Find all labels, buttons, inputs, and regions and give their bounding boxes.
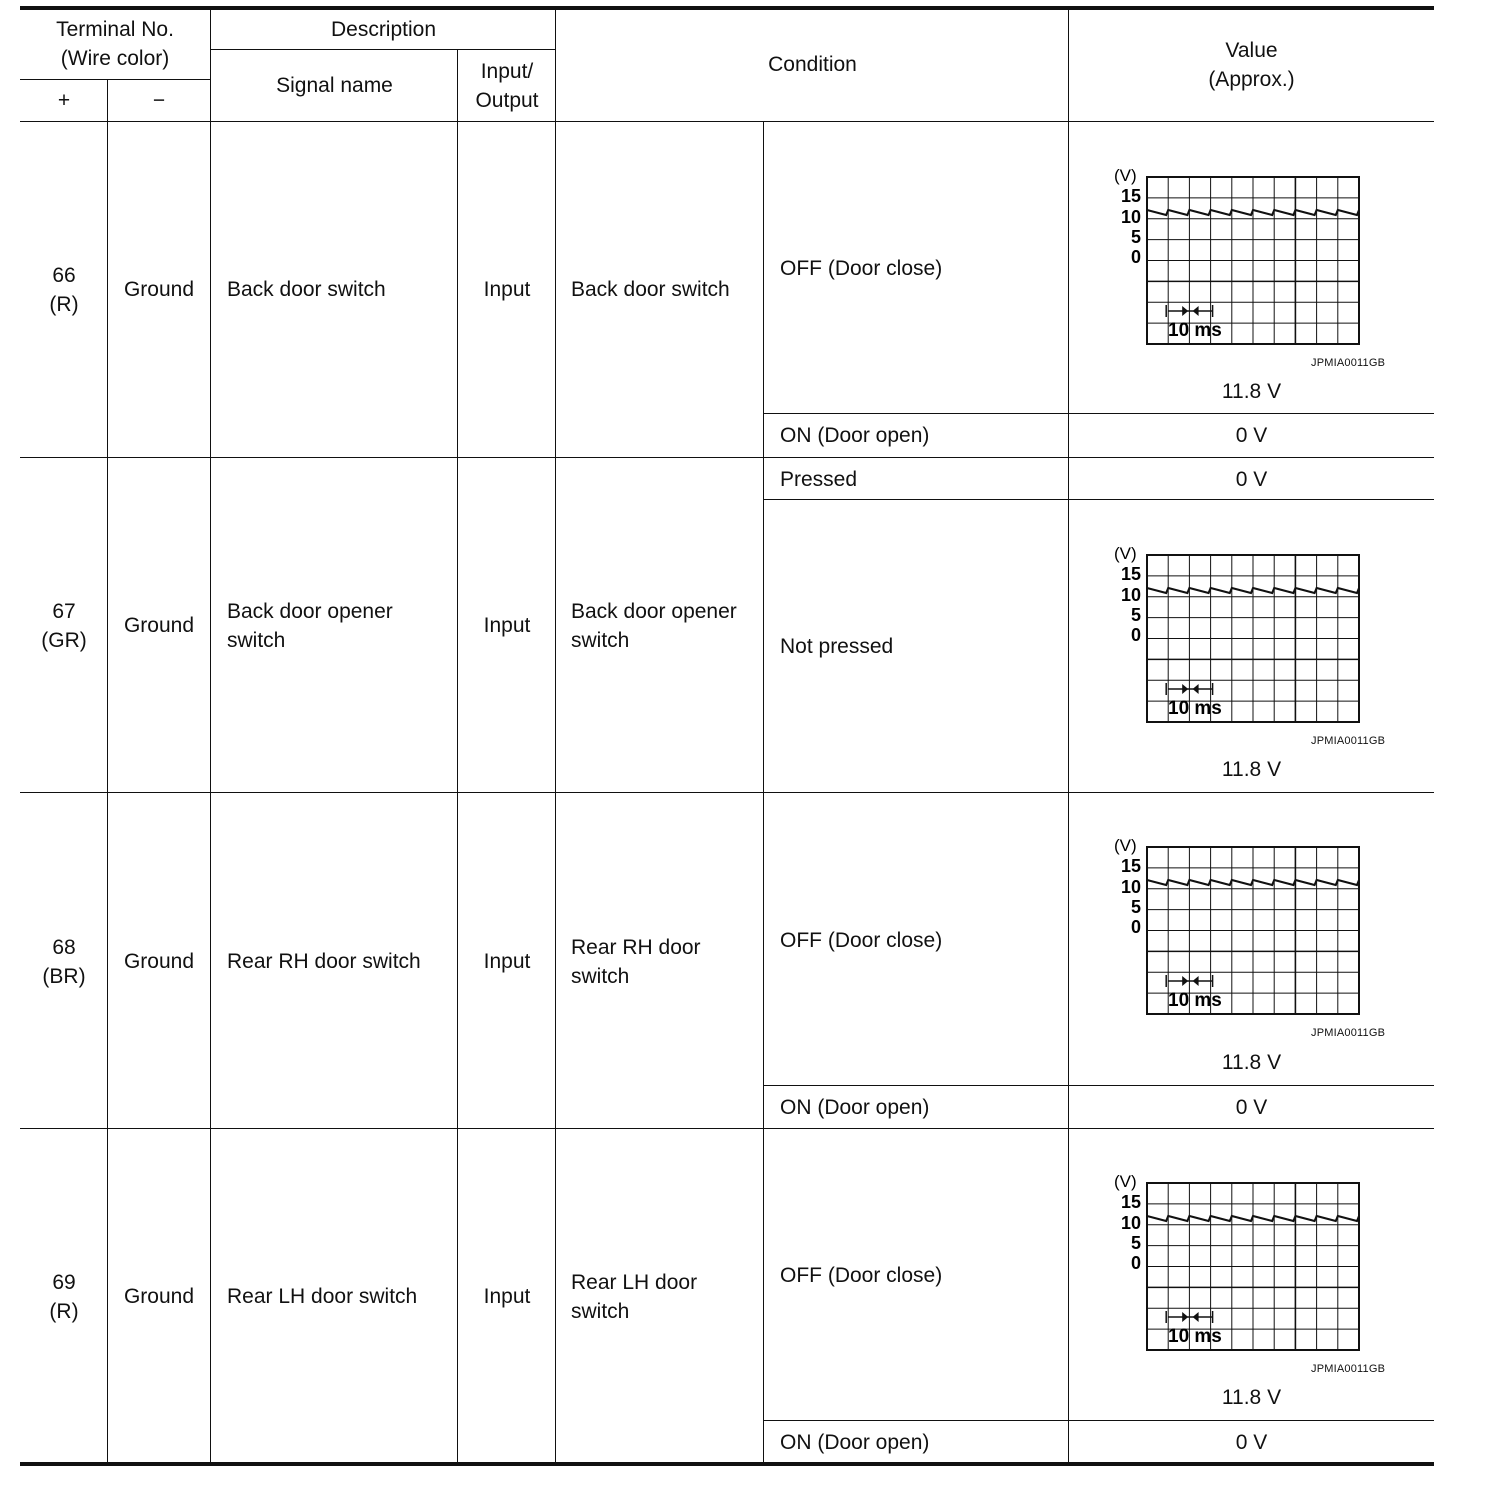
state-label: ON (Door open) [780,1096,930,1119]
row-67-terminal [20,458,108,793]
signal-name: Rear RH door switch [227,950,421,973]
ground-label: Ground [123,1285,195,1308]
state-label: OFF (Door close) [780,256,943,280]
arrow-left-icon [1193,684,1199,694]
row-68-split-rule [764,1085,1434,1086]
row-68-bottom-rule [20,1128,1434,1129]
value-text: 0 V [1235,1096,1268,1119]
header-signal-name-text: Signal name [276,74,393,97]
row-68-ground [108,794,210,1129]
arrow-right-icon [1182,306,1188,316]
row-68-signal [227,794,458,1129]
time-scale-label: 10 ms [1168,1326,1222,1347]
arrow-right-icon [1182,976,1188,986]
ground-label: Ground [123,950,195,973]
row-66-io [458,122,556,457]
y-unit-label: (V) [1114,1172,1137,1191]
row-66-condition-name [571,122,764,457]
waveform-figure-67 [1110,542,1365,732]
row-67-value-1 [1069,458,1434,500]
state-label: OFF (Door close) [780,1264,943,1287]
row-68-value-2 [1069,1086,1434,1129]
row-66-split-rule [764,413,1434,414]
condition-name: Back door opener switch [571,599,737,652]
y-tick-label: 15 [1120,1192,1141,1212]
row-69-state-1 [780,1130,1069,1421]
state-label: ON (Door open) [780,1430,930,1454]
row-69-terminal [20,1130,108,1463]
row-67-io [458,458,556,793]
y-tick-label: 15 [1120,564,1141,584]
waveform-figure-66 [1110,164,1365,354]
row-66-signal [227,122,458,457]
col-rule-terminal [210,8,211,1463]
waveform-figure-69 [1110,1170,1365,1360]
table-top-rule [20,6,1434,10]
header-signal-name [211,50,458,121]
waveform-svg [1110,542,1365,727]
condition-name: Rear LH door switch [571,1270,698,1323]
col-rule-io [555,8,556,1463]
y-tick-label: 15 [1120,856,1141,876]
row-66-value-1 [1069,376,1434,406]
y-tick-label: 5 [1130,1233,1141,1253]
io-type: Input [483,278,531,301]
signal-name: Back door switch [227,278,386,301]
ground-label: Ground [123,614,195,637]
table-bottom-rule [20,1462,1434,1466]
y-unit-label: (V) [1114,836,1137,855]
row-68-state-1 [780,794,1069,1086]
signal-name: Back door opener switch [227,599,393,652]
ground-label: Ground [123,278,195,301]
header-input-output-text: Input/ Output [475,59,539,112]
value-text: 0 V [1235,1430,1268,1454]
col-rule-value [1068,8,1069,1463]
row-67-signal [227,458,458,793]
y-tick-label: 5 [1130,897,1141,917]
row-69-condition-name [571,1130,764,1463]
row-67-value-2 [1069,754,1434,784]
time-scale-label: 10 ms [1168,698,1222,719]
terminal-number: 66 (R) [49,263,79,316]
waveform-svg [1110,1170,1365,1355]
y-tick-label: 10 [1120,585,1141,605]
row-68-value-1 [1069,1047,1434,1077]
row-66-terminal [20,122,108,457]
io-type: Input [483,614,531,637]
y-tick-label: 15 [1120,186,1141,206]
header-bottom-rule [20,121,1434,122]
condition-name: Back door switch [571,278,730,301]
row-66-value-2 [1069,414,1434,457]
header-description [211,8,556,50]
header-condition [556,8,1069,121]
y-tick-label: 0 [1130,625,1141,645]
header-minus-text: − [152,89,166,112]
row-67-state-2 [780,500,1069,793]
state-label: Pressed [780,467,858,491]
header-value [1069,8,1434,121]
row-69-value-1 [1069,1382,1434,1412]
y-unit-label: (V) [1114,544,1137,563]
row-68-condition-name [571,794,764,1129]
value-text: 0 V [1235,467,1268,491]
io-type: Input [483,950,531,973]
state-label: Not pressed [780,635,894,658]
y-tick-label: 0 [1130,917,1141,937]
row-68-state-2 [780,1086,1069,1129]
y-tick-label: 10 [1120,207,1141,227]
time-scale-label: 10 ms [1168,990,1222,1011]
signal-name: Rear LH door switch [227,1285,418,1308]
header-value-text: Value (Approx.) [1208,38,1295,91]
row-66-state-2 [780,414,1069,457]
row-67-condition-name [571,458,764,793]
value-text: 11.8 V [1221,1385,1282,1409]
row-67-bottom-rule [20,792,1434,793]
row-68-terminal [20,794,108,1129]
state-label: OFF (Door close) [780,928,943,952]
col-rule-signal [457,50,458,1463]
terminal-number: 68 (BR) [42,935,86,988]
header-plus-text: + [57,89,71,112]
header-plus [20,80,108,121]
header-description-text: Description [330,17,437,41]
waveform-ref-67: JPMIA0011GB [1311,735,1386,747]
y-tick-label: 10 [1120,877,1141,897]
row-67-ground [108,458,210,793]
io-type: Input [483,1285,531,1308]
y-tick-label: 0 [1130,1253,1141,1273]
time-scale-label: 10 ms [1168,320,1222,341]
y-tick-label: 0 [1130,247,1141,267]
row-69-signal [227,1130,458,1463]
arrow-right-icon [1182,684,1188,694]
y-tick-label: 5 [1130,227,1141,247]
col-rule-condition [763,122,764,1463]
arrow-left-icon [1193,976,1199,986]
terminal-number: 67 (GR) [41,599,87,652]
row-66-ground [108,122,210,457]
row-67-state-1 [780,458,1069,500]
waveform-svg [1110,834,1365,1019]
waveform-svg [1110,164,1365,349]
header-input-output [458,50,556,121]
condition-name: Rear RH door switch [571,935,701,988]
state-label: ON (Door open) [780,424,930,447]
terminal-number: 69 (R) [49,1270,79,1323]
header-condition-text: Condition [768,53,857,76]
value-text: 0 V [1235,424,1268,447]
row-67-split-rule [764,499,1434,500]
header-terminal-rule [20,79,210,80]
row-69-ground [108,1130,210,1463]
arrow-left-icon [1193,1312,1199,1322]
value-text: 11.8 V [1221,379,1282,403]
row-69-state-2 [780,1421,1069,1463]
row-69-split-rule [764,1420,1434,1421]
header-terminal-no-text: Terminal No. (Wire color) [56,18,174,70]
col-rule-plus-minus [107,80,108,1463]
arrow-right-icon [1182,1312,1188,1322]
value-text: 11.8 V [1221,1050,1282,1074]
waveform-ref-66: JPMIA0011GB [1311,357,1386,369]
arrow-left-icon [1193,306,1199,316]
y-tick-label: 10 [1120,1213,1141,1233]
waveform-figure-68 [1110,834,1365,1024]
row-68-io [458,794,556,1129]
value-text: 11.8 V [1221,757,1282,781]
y-unit-label: (V) [1114,166,1137,185]
row-69-value-2 [1069,1421,1434,1463]
row-66-state-1 [780,122,1069,414]
header-minus [108,80,210,121]
row-66-bottom-rule [20,457,1434,458]
y-tick-label: 5 [1130,605,1141,625]
header-terminal-no [20,8,210,80]
waveform-ref-69: JPMIA0011GB [1311,1363,1386,1375]
waveform-ref-68: JPMIA0011GB [1311,1027,1386,1039]
header-desc-rule [211,49,556,50]
row-69-io [458,1130,556,1463]
